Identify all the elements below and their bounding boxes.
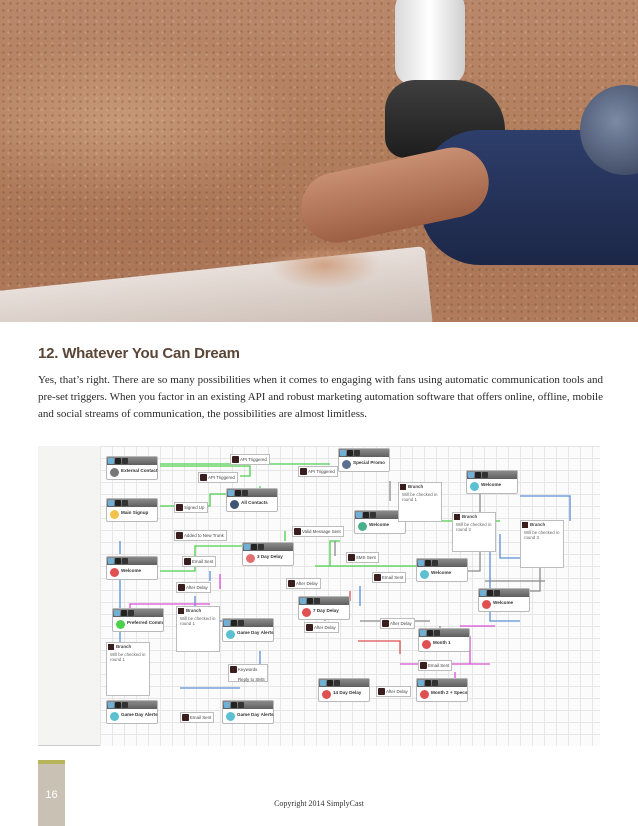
trigger-tag[interactable]: Email Sent [418, 660, 452, 671]
node-label: Month 1 [433, 640, 451, 645]
trigger-tag[interactable]: After Delay [304, 622, 339, 633]
node-label: Special Promo [353, 460, 385, 465]
node-label: Game Day Alerts [121, 712, 158, 717]
trigger-tag[interactable]: API Triggered [198, 472, 238, 483]
node-label: Welcome [431, 570, 452, 575]
trigger-tag[interactable]: API Triggered [298, 466, 338, 477]
trigger-tag[interactable]: Email Sent [182, 556, 216, 567]
workflow-node[interactable] [106, 456, 158, 480]
branch-box[interactable] [452, 512, 496, 552]
workflow-node[interactable] [318, 678, 370, 702]
copyright: Copyright 2014 SimplyCast [274, 799, 364, 808]
workflow-diagram [38, 446, 600, 746]
branch-title: Branch [107, 643, 149, 651]
trigger-tag[interactable]: Valid Message Sent [292, 526, 344, 537]
branch-title: Branch [177, 607, 219, 615]
trigger-tag[interactable]: After Delay [176, 582, 211, 593]
branch-body: Will be checked in round 2 [456, 522, 492, 532]
node-label: 7 Day Delay [313, 608, 339, 613]
trigger-tag[interactable]: Signed Up [174, 502, 208, 513]
workflow-node[interactable] [298, 596, 350, 620]
workflow-node[interactable] [222, 700, 274, 724]
trigger-tag[interactable]: Email Sent [180, 712, 214, 723]
branch-box[interactable] [176, 606, 220, 652]
branch-body: Will be checked in round 3 [524, 530, 560, 540]
workflow-node[interactable] [418, 628, 470, 652]
trigger-tag[interactable]: Keywords Reply to SMS [228, 664, 268, 682]
branch-box[interactable] [520, 520, 564, 568]
trigger-tag[interactable]: After Delay [286, 578, 321, 589]
branch-title: Branch [399, 483, 441, 491]
page-number: 16 [45, 789, 58, 801]
branch-title: Branch [521, 521, 563, 529]
branch-box[interactable] [398, 482, 442, 522]
workflow-node[interactable] [226, 488, 278, 512]
trigger-tag[interactable]: Email Sent [372, 572, 406, 583]
trigger-tag[interactable]: After Delay [376, 686, 411, 697]
workflow-node[interactable] [416, 678, 468, 702]
workflow-node[interactable] [112, 608, 164, 632]
node-label: Welcome [493, 600, 514, 605]
node-label: Main Signup [121, 510, 149, 515]
workflow-node[interactable] [106, 700, 158, 724]
node-label: Welcome [481, 482, 502, 487]
trigger-tag[interactable]: After Delay [380, 618, 415, 629]
branch-body: Will be checked in round 1 [110, 652, 146, 662]
trigger-tag[interactable]: Added to New Trunk [174, 530, 227, 541]
node-label: 3 Day Delay [257, 554, 283, 559]
branch-body: Will be checked in round 1 [402, 492, 438, 502]
node-label: Game Day Alerts [237, 630, 274, 635]
workflow-canvas [100, 446, 600, 746]
node-label: 14 Day Delay [333, 690, 362, 695]
workflow-node[interactable] [222, 618, 274, 642]
trigger-tag[interactable]: API Triggered [230, 454, 270, 465]
node-label: Game Day Alerts [237, 712, 274, 717]
branch-title: Branch [453, 513, 495, 521]
workflow-node[interactable] [106, 498, 158, 522]
node-label: Preferred Comm [127, 620, 163, 625]
branch-box[interactable] [106, 642, 150, 696]
section-heading: 12. Whatever You Can Dream [38, 345, 240, 362]
node-label: Welcome [369, 522, 390, 527]
workflow-node[interactable] [338, 448, 390, 472]
workflow-node[interactable] [466, 470, 518, 494]
hero-photo [0, 0, 638, 322]
node-label: Month 2 + Specs [431, 690, 468, 695]
section-body: Yes, that’s right. There are so many possibilities when it comes to engaging with fans using automatic communication tools and pre-set triggers. When you factor in an existing API and robust marketing automation software that offers online, offline, mobile and social streams of communication, the possibilities are almost limitless. [38, 374, 603, 420]
workflow-node[interactable] [106, 556, 158, 580]
node-label: Welcome [121, 568, 142, 573]
branch-body: Will be checked in round 1 [180, 616, 216, 626]
trigger-tag[interactable]: SMS Sent [346, 552, 379, 563]
workflow-node[interactable] [416, 558, 468, 582]
workflow-node[interactable] [242, 542, 294, 566]
workflow-node[interactable] [478, 588, 530, 612]
node-label: External Contact [121, 468, 158, 473]
node-label: All Contacts [241, 500, 268, 505]
